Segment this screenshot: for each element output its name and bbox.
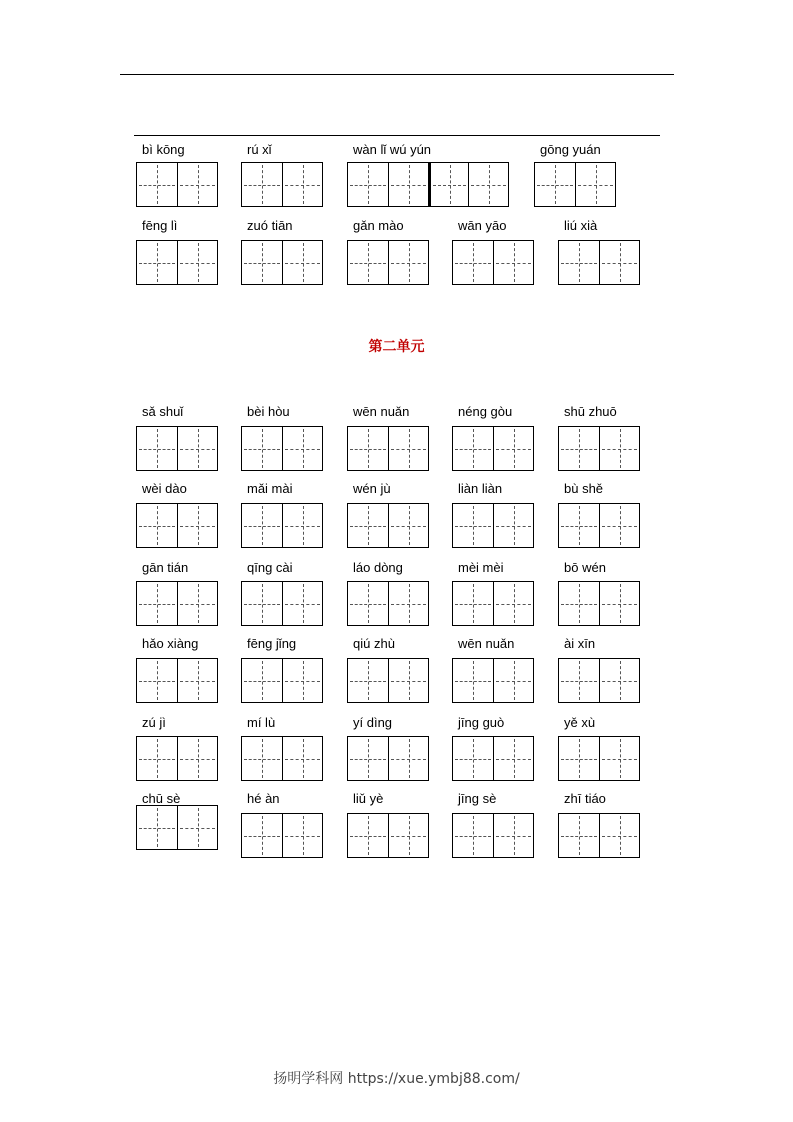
pinyin-label: hé àn (247, 791, 280, 806)
guide-line-horizontal (285, 449, 320, 450)
pinyin-label: gōng yuán (540, 142, 601, 157)
pinyin-label: láo dòng (353, 560, 403, 575)
guide-line-horizontal (244, 604, 280, 605)
char-cell[interactable] (599, 737, 639, 780)
guide-line-horizontal (285, 604, 320, 605)
guide-line-horizontal (561, 604, 597, 605)
character-box[interactable] (347, 240, 429, 285)
char-cell[interactable] (242, 737, 282, 780)
guide-line-horizontal (391, 604, 426, 605)
guide-line-horizontal (350, 604, 386, 605)
char-cell[interactable] (453, 504, 493, 547)
pinyin-label: wān yāo (458, 218, 507, 233)
char-cell[interactable] (388, 582, 428, 625)
character-box[interactable] (136, 426, 218, 471)
pinyin-label: bù shě (564, 481, 604, 496)
guide-line-horizontal (391, 681, 426, 682)
character-box[interactable] (558, 503, 640, 548)
guide-line-horizontal (391, 185, 426, 186)
pinyin-label: bì kōng (142, 142, 185, 157)
character-box[interactable] (452, 240, 534, 285)
character-box[interactable] (136, 503, 218, 548)
pinyin-label: bèi hòu (247, 404, 290, 419)
character-box[interactable] (241, 813, 323, 858)
char-cell[interactable] (559, 737, 599, 780)
char-cell[interactable] (599, 427, 639, 470)
guide-line-horizontal (285, 836, 320, 837)
character-box[interactable] (241, 503, 323, 548)
guide-line-horizontal (455, 449, 491, 450)
character-box[interactable] (558, 426, 640, 471)
guide-line-horizontal (244, 759, 280, 760)
char-cell[interactable] (242, 659, 282, 702)
char-cell[interactable] (453, 737, 493, 780)
guide-line-horizontal (139, 185, 175, 186)
guide-line-horizontal (180, 263, 215, 264)
guide-line-horizontal (496, 759, 531, 760)
char-cell[interactable] (282, 814, 322, 857)
pinyin-label: gān tián (142, 560, 189, 575)
guide-line-horizontal (285, 759, 320, 760)
char-cell[interactable] (177, 659, 217, 702)
char-cell[interactable] (282, 504, 322, 547)
char-cell[interactable] (599, 814, 639, 857)
guide-line-horizontal (561, 836, 597, 837)
guide-line-horizontal (285, 526, 320, 527)
guide-line-horizontal (244, 263, 280, 264)
character-box[interactable] (347, 581, 429, 626)
char-cell[interactable] (453, 814, 493, 857)
guide-line-horizontal (180, 185, 215, 186)
guide-line-horizontal (285, 681, 320, 682)
char-cell[interactable] (177, 737, 217, 780)
pinyin-label: qīng cài (247, 560, 293, 575)
pinyin-label: wàn lǐ wú yún (353, 142, 432, 157)
char-cell[interactable] (453, 582, 493, 625)
pinyin-label: wèi dào (142, 481, 187, 496)
pinyin-label: jīng sè (458, 791, 497, 806)
char-cell[interactable] (137, 659, 177, 702)
char-cell[interactable] (282, 737, 322, 780)
guide-line-horizontal (455, 681, 491, 682)
char-cell[interactable] (348, 504, 388, 547)
guide-line-horizontal (244, 526, 280, 527)
guide-line-horizontal (350, 449, 386, 450)
char-cell[interactable] (137, 737, 177, 780)
character-box[interactable] (558, 658, 640, 703)
guide-line-horizontal (350, 526, 386, 527)
guide-line-horizontal (391, 449, 426, 450)
character-box[interactable] (136, 805, 218, 850)
guide-line-horizontal (602, 604, 637, 605)
char-cell[interactable] (453, 659, 493, 702)
character-box[interactable] (136, 581, 218, 626)
character-box[interactable] (241, 240, 323, 285)
guide-line-horizontal (602, 526, 637, 527)
char-cell[interactable] (493, 504, 533, 547)
pinyin-label: wén jù (353, 481, 391, 496)
char-cell[interactable] (388, 163, 428, 206)
guide-line-horizontal (496, 263, 531, 264)
char-cell[interactable] (137, 806, 177, 849)
char-cell[interactable] (493, 427, 533, 470)
char-cell[interactable] (388, 737, 428, 780)
character-box[interactable] (452, 426, 534, 471)
guide-line-horizontal (350, 836, 386, 837)
char-cell[interactable] (177, 504, 217, 547)
char-cell[interactable] (453, 241, 493, 284)
guide-line-horizontal (139, 263, 175, 264)
char-cell[interactable] (559, 582, 599, 625)
guide-line-horizontal (602, 681, 637, 682)
pinyin-label: shū zhuō (564, 404, 617, 419)
character-box[interactable] (136, 162, 218, 207)
guide-line-horizontal (139, 828, 175, 829)
char-cell[interactable] (242, 504, 282, 547)
guide-line-horizontal (391, 759, 426, 760)
pinyin-label: jīng guò (458, 715, 505, 730)
char-cell[interactable] (493, 241, 533, 284)
character-box[interactable] (452, 658, 534, 703)
guide-line-horizontal (285, 263, 320, 264)
char-cell[interactable] (575, 163, 615, 206)
char-cell[interactable] (559, 814, 599, 857)
guide-line-horizontal (561, 759, 597, 760)
pinyin-label: fēng jǐng (247, 636, 297, 651)
section-rule (134, 135, 660, 136)
guide-line-horizontal (350, 759, 386, 760)
character-box[interactable] (534, 162, 616, 207)
pinyin-label: hǎo xiàng (142, 636, 199, 651)
pinyin-label: mí lù (247, 715, 276, 730)
pinyin-label: yí dìng (353, 715, 393, 730)
char-cell[interactable] (535, 163, 575, 206)
char-cell[interactable] (137, 163, 177, 206)
guide-line-horizontal (455, 836, 491, 837)
header-rule (120, 74, 674, 75)
char-cell[interactable] (388, 659, 428, 702)
guide-line-horizontal (180, 526, 215, 527)
pinyin-label: mǎi mài (247, 481, 293, 496)
char-cell[interactable] (282, 163, 322, 206)
pinyin-label: bō wén (564, 560, 606, 575)
guide-line-horizontal (455, 759, 491, 760)
char-cell[interactable] (453, 427, 493, 470)
pinyin-label: wēn nuǎn (458, 636, 515, 651)
char-cell[interactable] (348, 427, 388, 470)
character-box[interactable] (347, 813, 429, 858)
guide-line-horizontal (496, 526, 531, 527)
char-cell[interactable] (137, 427, 177, 470)
character-box[interactable] (136, 658, 218, 703)
guide-line-horizontal (139, 759, 175, 760)
guide-line-horizontal (496, 604, 531, 605)
guide-line-horizontal (180, 681, 215, 682)
char-cell[interactable] (559, 504, 599, 547)
guide-line-horizontal (350, 263, 386, 264)
char-cell[interactable] (348, 659, 388, 702)
guide-line-horizontal (471, 185, 506, 186)
character-box[interactable] (452, 581, 534, 626)
guide-line-horizontal (350, 185, 386, 186)
character-box[interactable] (452, 813, 534, 858)
guide-line-horizontal (602, 449, 637, 450)
guide-line-horizontal (391, 836, 426, 837)
char-cell[interactable] (177, 241, 217, 284)
pinyin-label: chū sè (142, 791, 181, 806)
guide-line-horizontal (602, 836, 637, 837)
guide-line-horizontal (391, 263, 426, 264)
guide-line-horizontal (561, 526, 597, 527)
character-box[interactable] (558, 240, 640, 285)
guide-line-horizontal (139, 681, 175, 682)
character-box[interactable] (558, 736, 640, 781)
char-cell[interactable] (388, 814, 428, 857)
footer-watermark: 扬明学科网 https://xue.ymbj88.com/ (273, 1071, 520, 1087)
character-box[interactable] (241, 736, 323, 781)
char-cell[interactable] (282, 582, 322, 625)
char-cell[interactable] (428, 163, 468, 206)
character-box[interactable] (452, 503, 534, 548)
guide-line-horizontal (244, 185, 280, 186)
pinyin-label: néng gòu (458, 404, 513, 419)
guide-line-horizontal (561, 263, 597, 264)
character-box[interactable] (136, 736, 218, 781)
char-cell[interactable] (599, 659, 639, 702)
char-cell[interactable] (242, 163, 282, 206)
guide-line-horizontal (139, 449, 175, 450)
pinyin-label: yě xù (564, 715, 596, 730)
guide-line-horizontal (496, 449, 531, 450)
char-cell[interactable] (177, 427, 217, 470)
char-cell[interactable] (282, 659, 322, 702)
pinyin-label: wēn nuǎn (353, 404, 410, 419)
pinyin-label: ài xīn (564, 636, 596, 651)
guide-line-horizontal (561, 681, 597, 682)
guide-line-horizontal (561, 449, 597, 450)
pinyin-label: qiú zhù (353, 636, 395, 651)
guide-line-horizontal (139, 604, 175, 605)
char-cell[interactable] (348, 814, 388, 857)
character-box[interactable] (558, 581, 640, 626)
guide-line-horizontal (602, 759, 637, 760)
character-box[interactable] (136, 240, 218, 285)
character-box[interactable] (241, 581, 323, 626)
pinyin-label: zuó tiān (247, 218, 293, 233)
pinyin-label: sǎ shuǐ (142, 404, 184, 419)
char-cell[interactable] (559, 241, 599, 284)
guide-line-horizontal (244, 681, 280, 682)
char-cell[interactable] (242, 427, 282, 470)
char-cell[interactable] (599, 241, 639, 284)
unit-title: 第二单元 (368, 339, 425, 355)
char-cell[interactable] (388, 427, 428, 470)
char-cell[interactable] (177, 163, 217, 206)
pinyin-label: liǔ yè (353, 791, 384, 806)
char-cell[interactable] (559, 659, 599, 702)
guide-line-horizontal (433, 185, 466, 186)
char-cell[interactable] (348, 737, 388, 780)
pinyin-label: liú xià (564, 218, 598, 233)
guide-line-horizontal (496, 836, 531, 837)
char-cell[interactable] (468, 163, 508, 206)
character-box[interactable] (558, 813, 640, 858)
guide-line-horizontal (139, 526, 175, 527)
character-box[interactable] (347, 503, 429, 548)
character-box[interactable] (452, 736, 534, 781)
character-box[interactable] (241, 426, 323, 471)
char-cell[interactable] (388, 241, 428, 284)
char-cell[interactable] (177, 582, 217, 625)
guide-line-horizontal (350, 681, 386, 682)
guide-line-horizontal (455, 263, 491, 264)
character-box[interactable] (347, 162, 509, 207)
char-cell[interactable] (137, 582, 177, 625)
guide-line-horizontal (180, 828, 215, 829)
pinyin-label: zú jì (142, 715, 166, 730)
pinyin-label: zhī tiáo (564, 791, 606, 806)
char-cell[interactable] (599, 504, 639, 547)
char-cell[interactable] (348, 582, 388, 625)
char-cell[interactable] (242, 814, 282, 857)
char-cell[interactable] (177, 806, 217, 849)
char-cell[interactable] (559, 427, 599, 470)
char-cell[interactable] (348, 241, 388, 284)
guide-line-horizontal (391, 526, 426, 527)
guide-line-horizontal (244, 449, 280, 450)
char-cell[interactable] (242, 241, 282, 284)
pinyin-label: rú xǐ (247, 142, 272, 157)
char-cell[interactable] (493, 814, 533, 857)
character-box[interactable] (347, 658, 429, 703)
guide-line-horizontal (180, 604, 215, 605)
guide-line-horizontal (285, 185, 320, 186)
character-box[interactable] (241, 658, 323, 703)
guide-line-horizontal (180, 759, 215, 760)
guide-line-horizontal (455, 526, 491, 527)
char-cell[interactable] (493, 737, 533, 780)
guide-line-horizontal (455, 604, 491, 605)
char-cell[interactable] (599, 582, 639, 625)
guide-line-horizontal (244, 836, 280, 837)
char-cell[interactable] (348, 163, 388, 206)
char-cell[interactable] (137, 504, 177, 547)
pinyin-label: gǎn mào (353, 218, 404, 233)
char-cell[interactable] (137, 241, 177, 284)
char-cell[interactable] (282, 427, 322, 470)
guide-line-horizontal (180, 449, 215, 450)
character-box[interactable] (347, 426, 429, 471)
character-box[interactable] (241, 162, 323, 207)
pinyin-label: liàn liàn (458, 481, 503, 496)
character-box[interactable] (347, 736, 429, 781)
char-cell[interactable] (493, 582, 533, 625)
char-cell[interactable] (242, 582, 282, 625)
char-cell[interactable] (282, 241, 322, 284)
guide-line-horizontal (537, 185, 573, 186)
char-cell[interactable] (388, 504, 428, 547)
pinyin-label: mèi mèi (458, 560, 504, 575)
guide-line-horizontal (578, 185, 613, 186)
char-cell[interactable] (493, 659, 533, 702)
guide-line-horizontal (602, 263, 637, 264)
pinyin-label: fēng lì (142, 218, 178, 233)
guide-line-horizontal (496, 681, 531, 682)
